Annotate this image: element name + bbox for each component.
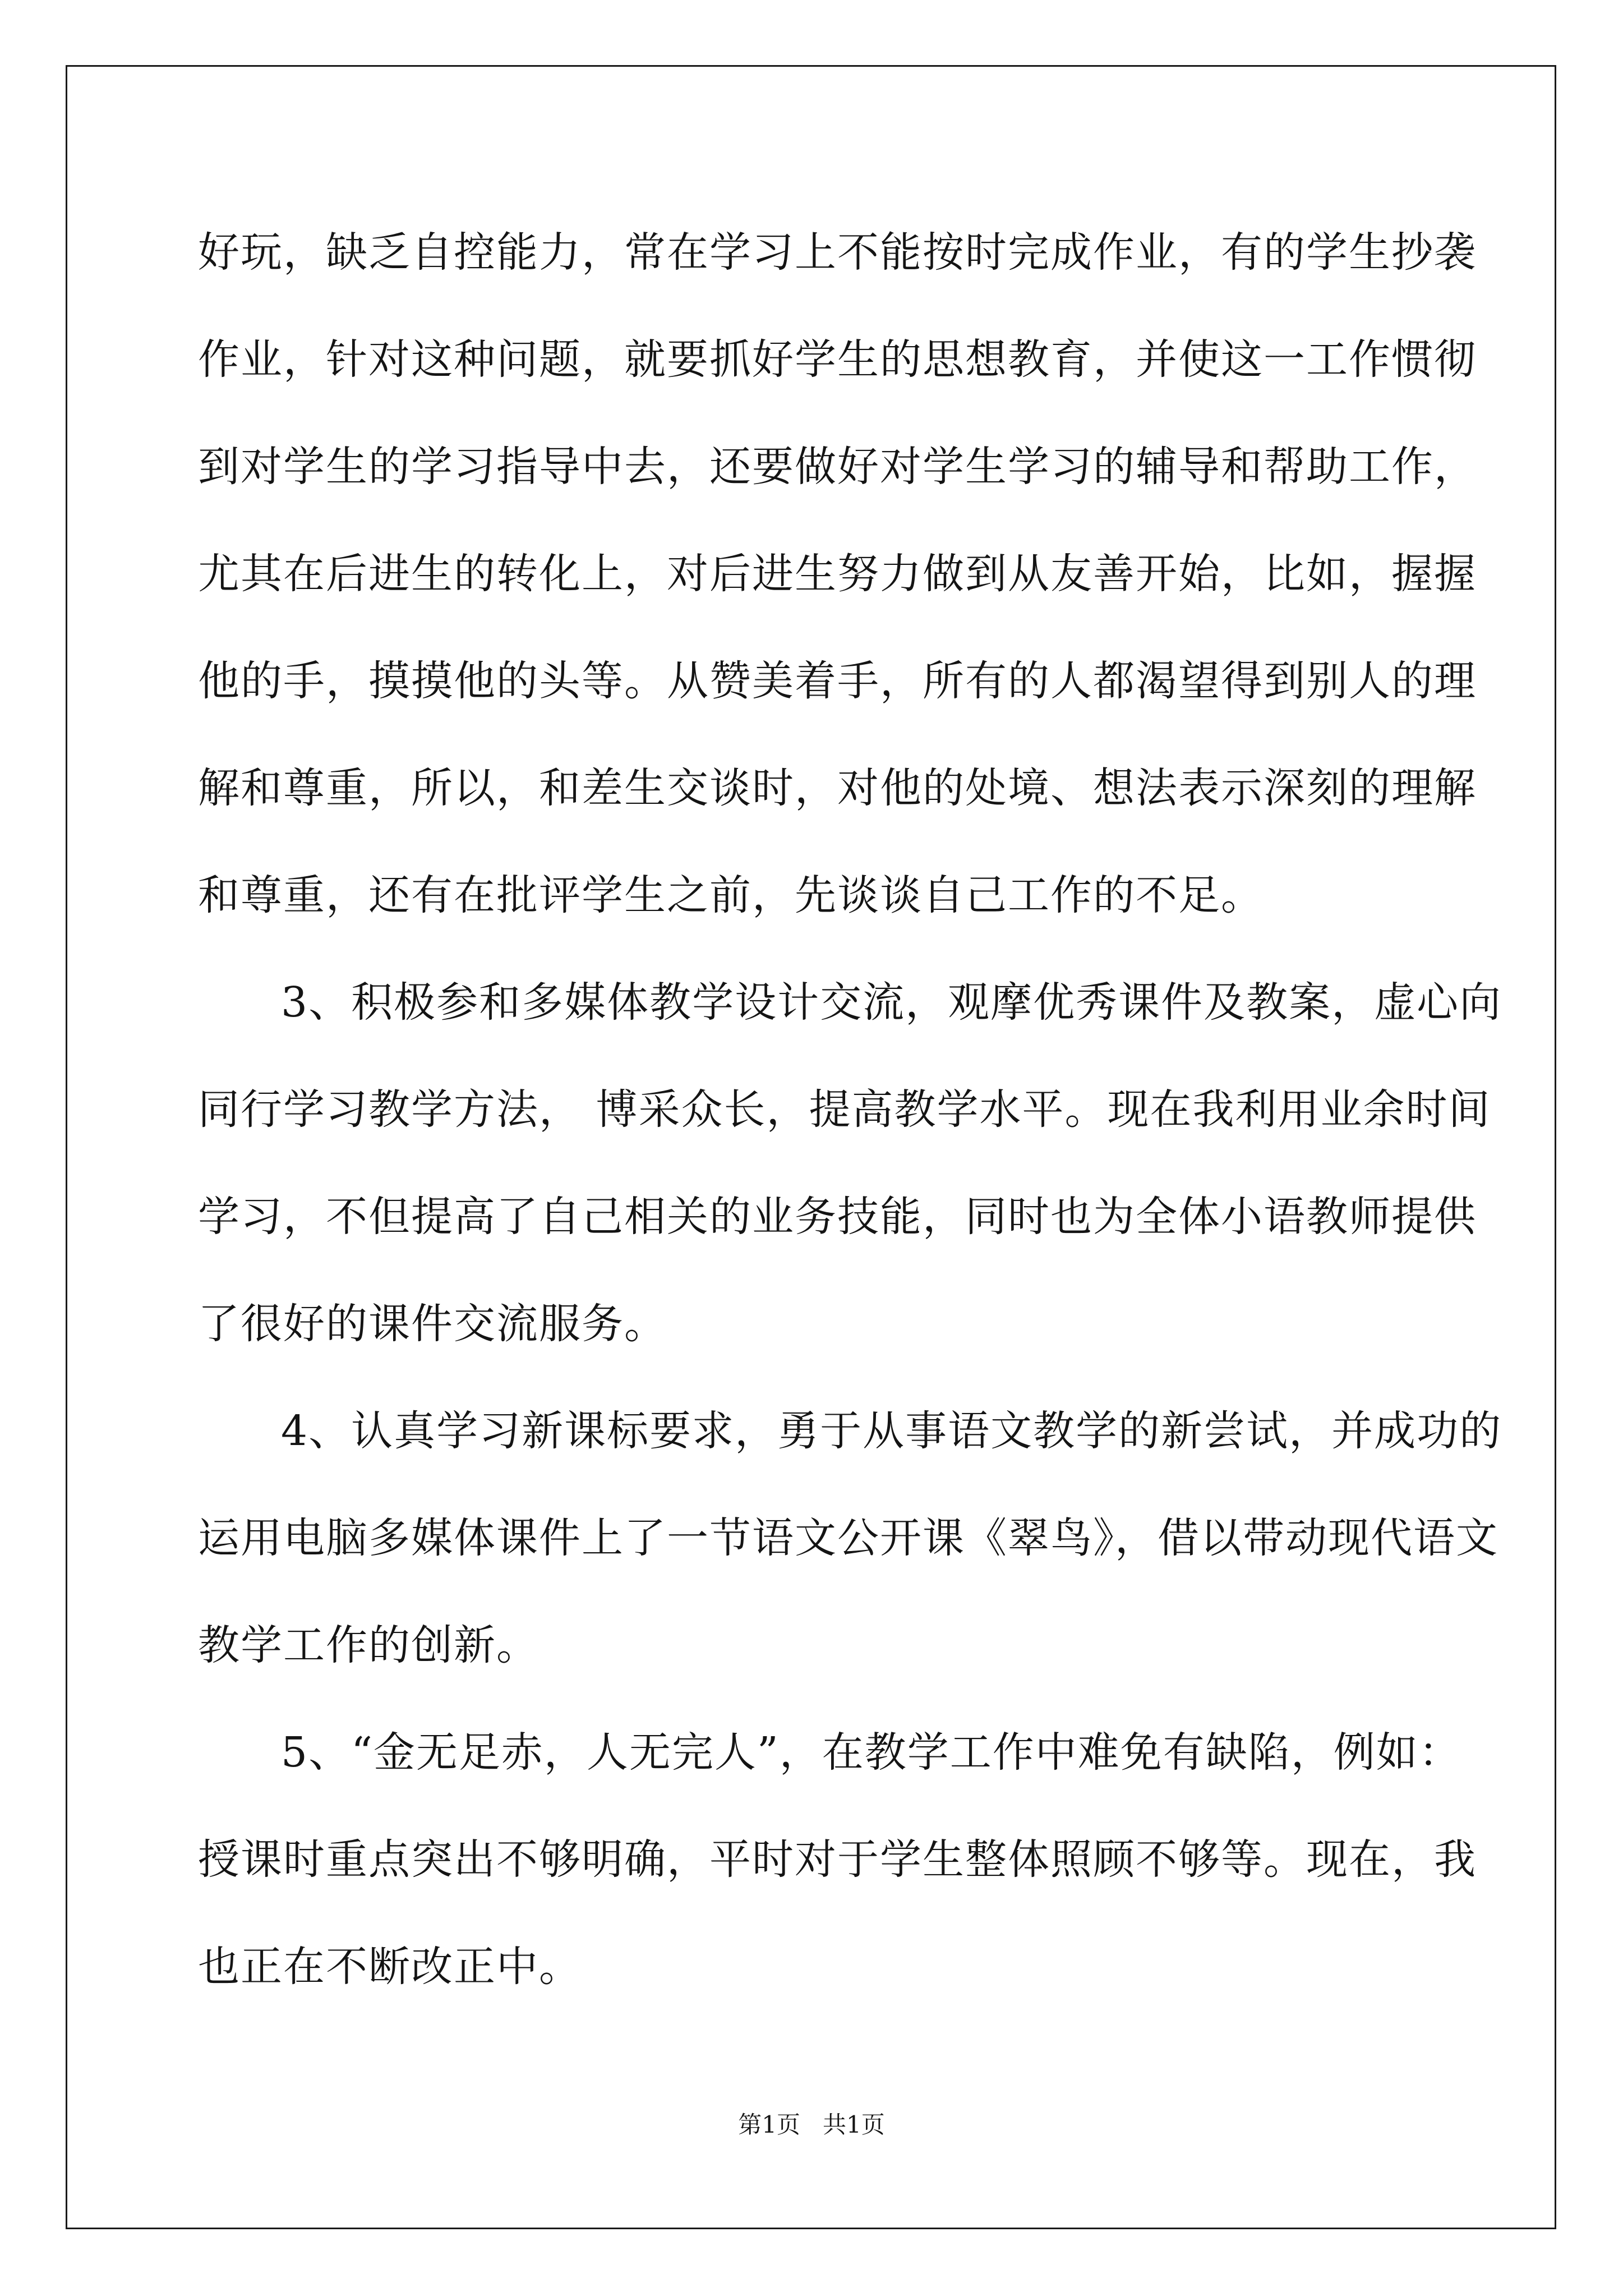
text-line: 和尊重，还有在批评学生之前，先谈谈自己工作的不足。 bbox=[198, 871, 1264, 919]
page-number: 第1页 共1页 bbox=[738, 2111, 885, 2138]
text-line: 了很好的课件交流服务。 bbox=[198, 1300, 667, 1348]
text-line: 学习，不但提高了自己相关的业务技能，同时也为全体小语教师提供 bbox=[198, 1193, 1477, 1241]
paragraph-3-line: 3、积极参和多媒体教学设计交流，观摩优秀课件及教案，虚心向 bbox=[281, 978, 1502, 1027]
text-line: 好玩，缺乏自控能力，常在学习上不能按时完成作业，有的学生抄袭 bbox=[198, 228, 1477, 277]
text-line: 授课时重点突出不够明确，平时对于学生整体照顾不够等。现在，我 bbox=[198, 1835, 1477, 1884]
text-line: 同行学习教学方法， 博采众长，提高教学水平。现在我利用业余时间 bbox=[198, 1085, 1491, 1134]
text-line: 尤其在后进生的转化上，对后进生努力做到从友善开始，比如，握握 bbox=[198, 550, 1477, 598]
paragraph-5-line: 5、“金无足赤，人无完人”，在教学工作中难免有缺陷，例如： bbox=[281, 1728, 1461, 1777]
text-line: 他的手，摸摸他的头等。从赞美着手，所有的人都渴望得到别人的理 bbox=[198, 657, 1477, 705]
text-line: 也正在不断改正中。 bbox=[198, 1943, 582, 1991]
text-line: 教学工作的创新。 bbox=[198, 1621, 539, 1669]
text-line: 解和尊重，所以，和差生交谈时，对他的处境、想法表示深刻的理解 bbox=[198, 764, 1477, 812]
document-body bbox=[198, 216, 1502, 2037]
text-line: 到对学生的学习指导中去，还要做好对学生学习的辅导和帮助工作， bbox=[198, 443, 1477, 491]
text-line: 作业，针对这种问题，就要抓好学生的思想教育，并使这一工作惯彻 bbox=[198, 335, 1477, 384]
paragraph-4-line: 4、认真学习新课标要求，勇于从事语文教学的新尝试，并成功的 bbox=[281, 1407, 1502, 1455]
text-line: 运用电脑多媒体课件上了一节语文公开课《翠鸟》，借以带动现代语文 bbox=[198, 1514, 1498, 1562]
